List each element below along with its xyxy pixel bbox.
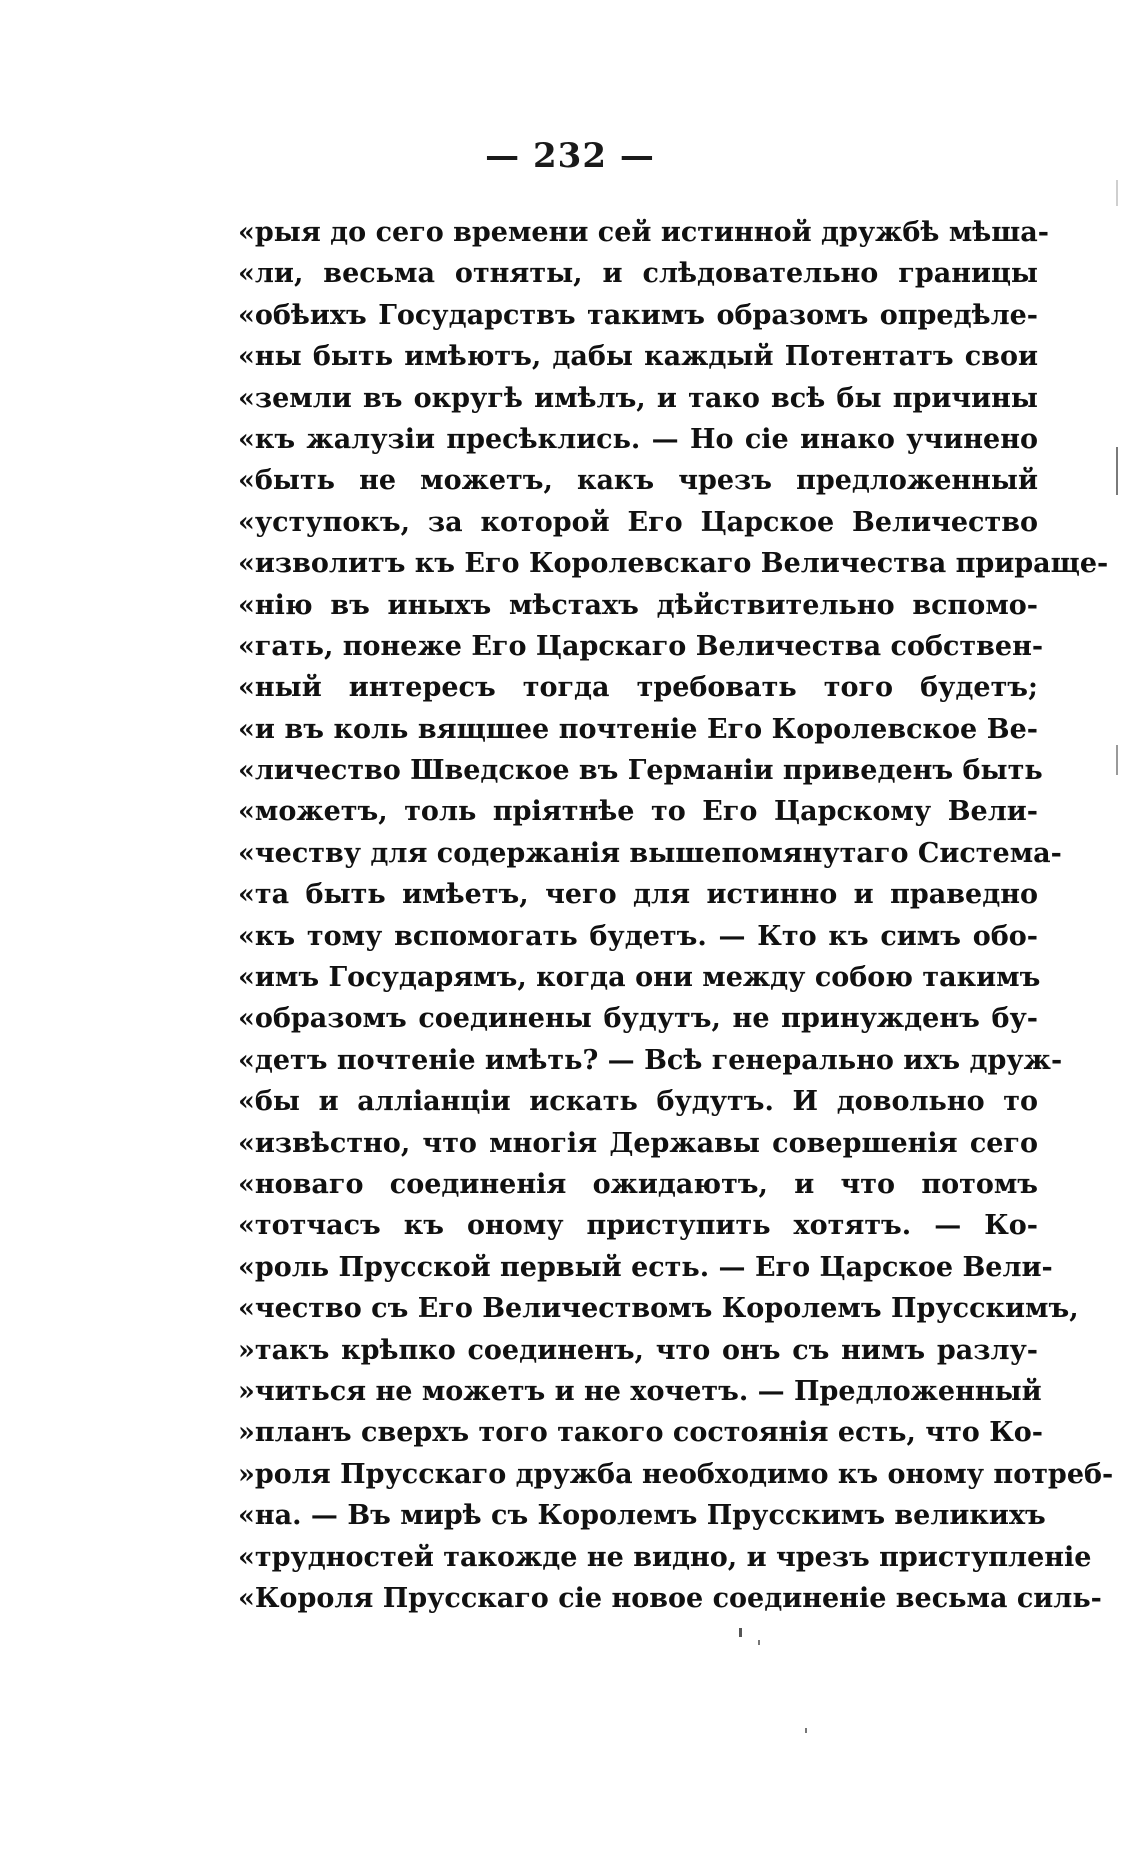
- text-line: «ный интересъ тогда требовать того будетъ;: [238, 672, 1038, 704]
- text-line: »читься не можетъ и не хочетъ. — Предложенный: [238, 1375, 1042, 1407]
- text-line: «на. — Въ мирѣ съ Королемъ Прусскимъ великихъ: [238, 1500, 1046, 1532]
- text-line: «тотчасъ къ оному приступить хотятъ. — Ко-: [238, 1210, 1038, 1242]
- text-line: «ны быть имѣютъ, дабы каждый Потентатъ свои: [238, 341, 1038, 373]
- text-line: «извѣстно, что многія Державы совершенія сего: [238, 1127, 1038, 1159]
- text-line: «имъ Государямъ, когда они между собою такимъ: [238, 962, 1041, 994]
- text-line: «къ тому вспомогать будетъ. — Кто къ симъ обо-: [238, 920, 1038, 952]
- text-line: «гать, понеже Его Царскаго Величества собствен-: [238, 630, 1044, 662]
- scan-mark: [1116, 745, 1118, 775]
- text-line: «честву для содержанія вышепомянутаго Система-: [238, 837, 1062, 869]
- scan-mark: [805, 1728, 807, 1733]
- text-line: «образомъ соединены будутъ, не принужденъ бу-: [238, 1003, 1038, 1035]
- text-line: »планъ сверхъ того такого состоянія есть, что Ко-: [238, 1417, 1043, 1449]
- text-line: «быть не можетъ, какъ чрезъ предложенный: [238, 465, 1038, 497]
- text-line: »такъ крѣпко соединенъ, что онъ съ нимъ разлу-: [238, 1334, 1038, 1366]
- scan-mark: [739, 1628, 742, 1637]
- text-line: «нію въ иныхъ мѣстахъ дѣйствительно вспомо-: [238, 589, 1038, 621]
- text-line: «земли въ округѣ имѣлъ, и тако всѣ бы причины: [238, 382, 1038, 414]
- text-line: «уступокъ, за которой Его Царское Величество: [238, 506, 1038, 538]
- scan-mark: [758, 1640, 760, 1645]
- page-number: — 232 —: [485, 136, 655, 176]
- text-line: «новаго соединенія ожидаютъ, и что потомъ: [238, 1168, 1038, 1200]
- text-line: «та быть имѣетъ, чего для истинно и праведно: [238, 879, 1038, 911]
- text-line: «рыя до сего времени сей истинной дружбѣ мѣша-: [238, 217, 1049, 248]
- text-line: «къ жалузіи пресѣклись. — Но сіе инако учинено: [238, 423, 1038, 455]
- text-line: «ли, весьма отняты, и слѣдовательно границы: [238, 258, 1038, 290]
- text-line: «роль Прусской первый есть. — Его Царское Вели-: [238, 1251, 1053, 1283]
- text-line: «Короля Прусскаго сіе новое соединеніе весьма силь-: [238, 1582, 1102, 1614]
- text-line: «бы и алліанціи искать будутъ. И довольно то: [238, 1086, 1038, 1118]
- text-line: «трудностей такожде не видно, и чрезъ приступленіе: [238, 1541, 1092, 1573]
- text-line: «детъ почтеніе имѣть? — Всѣ генерально ихъ друж-: [238, 1044, 1063, 1076]
- text-line: »роля Прусскаго дружба необходимо къ оному потреб-: [238, 1458, 1114, 1490]
- text-line: «изволитъ къ Его Королевскаго Величества прираще-: [238, 548, 1109, 580]
- text-line: «чество съ Его Величествомъ Королемъ Прусскимъ,: [238, 1293, 1079, 1325]
- text-line: «обѣихъ Государствъ такимъ образомъ опредѣле-: [238, 299, 1038, 331]
- text-line: «личество Шведское въ Германіи приведенъ быть: [238, 755, 1043, 787]
- body-text: [238, 212, 1114, 1619]
- text-line: «можетъ, толь пріятнѣе то Его Царскому Вели-: [238, 796, 1038, 828]
- text-line: «и въ коль вящшее почтеніе Его Королевское Ве-: [238, 713, 1038, 745]
- scan-mark: [1116, 447, 1118, 495]
- scan-mark: [1116, 180, 1118, 206]
